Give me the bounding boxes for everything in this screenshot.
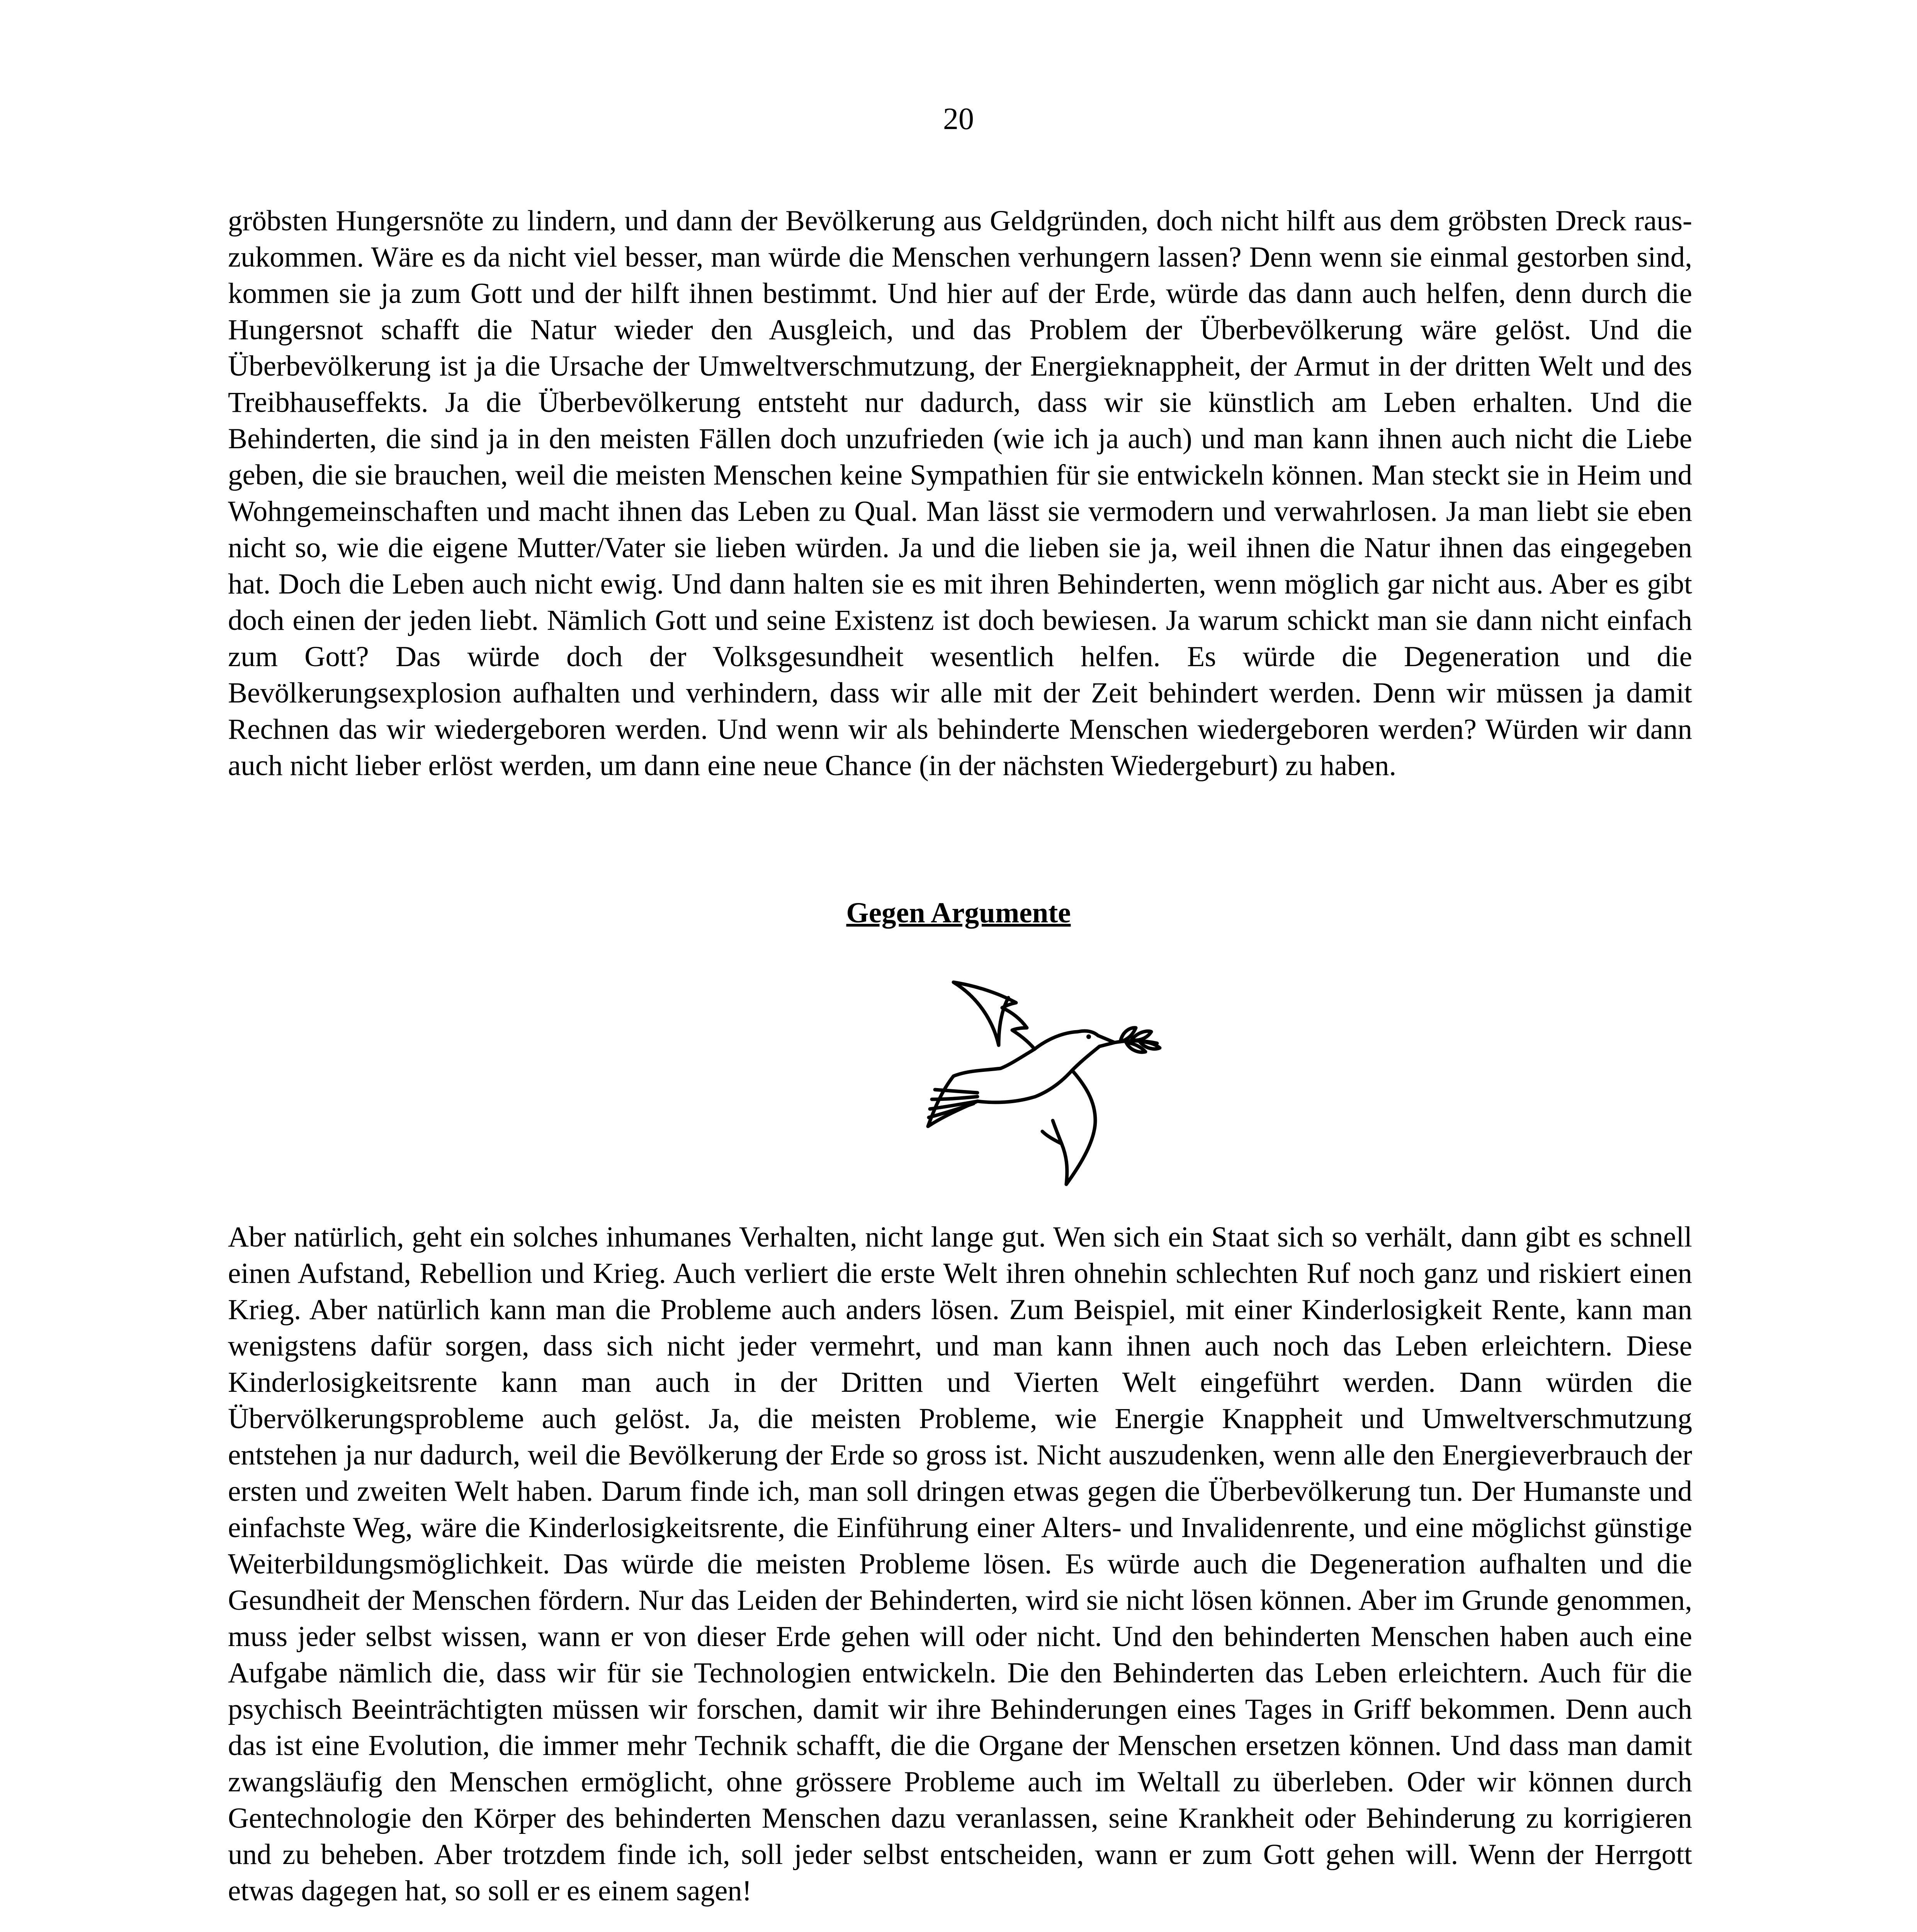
dove-with-olive-branch-icon xyxy=(919,974,1190,1190)
body-paragraph-2: Aber natürlich, geht ein solches inhumanes Verhalten, nicht lange gut. Wen sich ein Staat sich so verhält, dann gibt es schnell einen Aufstand, Rebellion und Krieg. Auch verliert die erste Welt ihren ohnehin schlechten Ruf noch ganz und riskiert einen Krieg. Aber natürlich kann man die Probleme auch anders lösen. Zum Beispiel, mit einer Kinderlosigkeit Rente, kann man wenigstens dafür sorgen, dass sich nicht jeder vermehrt, und man kann ihnen auch noch das Leben erleichtern. Diese Kinderlosigkeitsrente kann man auch in der Dritten und Vierten Welt eingeführt werden. Dann würden die Übervölkerungsprobleme auch gelöst. Ja, die meisten Probleme, wie Energie Knappheit und Umweltverschmutzung entstehen ja nur dadurch, weil die Bevölkerung der Erde so gross ist. Nicht auszudenken, wenn alle den Energieverbrauch der ersten und zweiten Welt haben. Darum finde ich, man soll dringen etwas gegen die Überbevölkerung tun. Der Humanste und einfachste Weg, wäre die Kinderlosigkeitsrente, die Einführung einer Alters- und Invalidenrente, und eine möglichst günstige Weiterbildungsmöglichkeit. Das würde die meisten Probleme lösen. Es würde auch die Degeneration aufhalten und die Gesundheit der Menschen fördern. Nur das Leiden der Behinderten, wird sie nicht lösen können. Aber im Grunde genommen, muss jeder selbst wissen, wann er von dieser Erde gehen will oder nicht. Und den behinderten Menschen haben auch eine Aufgabe nämlich die, dass wir für sie Technologien entwickeln. Die den Behinderten das Leben erleichtern. Auch für die psychisch Beeinträchtigten müssen wir forschen, damit wir ihre Behinderungen eines Tages in Griff bekommen. Denn auch das ist eine Evolution, die immer mehr Technik schafft, die die Organe der Menschen ersetzen können. Und dass man damit zwangsläufig den Menschen ermöglicht, ohne grössere Probleme auch im Weltall zu überleben. Oder wir können durch Gentechnologie den Körper des behinderten Menschen dazu veranlassen, seine Krankheit oder Behinderung zu korrigieren und zu beheben. Aber trotzdem finde ich, soll jeder selbst entscheiden, wann er zum Gott gehen will. Wenn der Herrgott etwas dagegen hat, so soll er es einem sagen! xyxy=(228,1221,1692,1907)
section-heading: Gegen Argumente xyxy=(846,897,1071,929)
body-paragraph-1: gröbsten Hungersnöte zu lindern, und dann der Bevölkerung aus Geldgründen, doch nicht hilft aus dem gröbsten Dreck raus- zukommen. Wäre es da nicht viel besser, man würde die Menschen verhungern lassen? Denn wenn sie einmal gestorben sind, kommen sie ja zum Gott und der hilft ihnen bestimmt. Und hier auf der Erde, würde das dann auch helfen, denn durch die Hungersnot schafft die Natur wieder den Ausgleich, und das Problem der Überbevölkerung wäre gelöst. Und die Überbevölkerung ist ja die Ursache der Umweltverschmutzung, der Energieknappheit, der Armut in der dritten Welt und des Treibhauseffekts. Ja die Überbevölkerung entsteht nur dadurch, dass wir sie künstlich am Leben erhalten. Und die Behinderten, die sind ja in den meisten Fällen doch unzufrieden (wie ich ja auch) und man kann ihnen auch nicht die Liebe geben, die sie brauchen, weil die meisten Menschen keine Sympathien für sie entwickeln können. Man steckt sie in Heim und Wohngemeinschaften und macht ihnen das Leben zu Qual. Man lässt sie vermodern und verwahrlosen. Ja man liebt sie eben nicht so, wie die eigene Mutter/Vater sie lieben würden. Ja und die lieben sie ja, weil ihnen die Natur ihnen das eingegeben hat. Doch die Leben auch nicht ewig. Und dann halten sie es mit ihren Behinderten, wenn möglich gar nicht aus. Aber es gibt doch einen der jeden liebt. Nämlich Gott und seine Existenz ist doch bewiesen. Ja warum schickt man sie dann nicht einfach zum Gott? Das würde doch der Volksgesundheit wesentlich helfen. Es würde die Degeneration und die Bevölkerungsexplosion aufhalten und verhindern, dass wir alle mit der Zeit behindert werden. Denn wir müssen ja damit Rechnen das wir wiedergeboren werden. Und wenn wir als behinderte Menschen wiedergeboren werden? Würden wir dann auch nicht lieber erlöst werden, um dann eine neue Chance (in der nächsten Wiedergeburt) zu haben. xyxy=(228,205,1692,782)
page-number: 20 xyxy=(943,102,974,136)
